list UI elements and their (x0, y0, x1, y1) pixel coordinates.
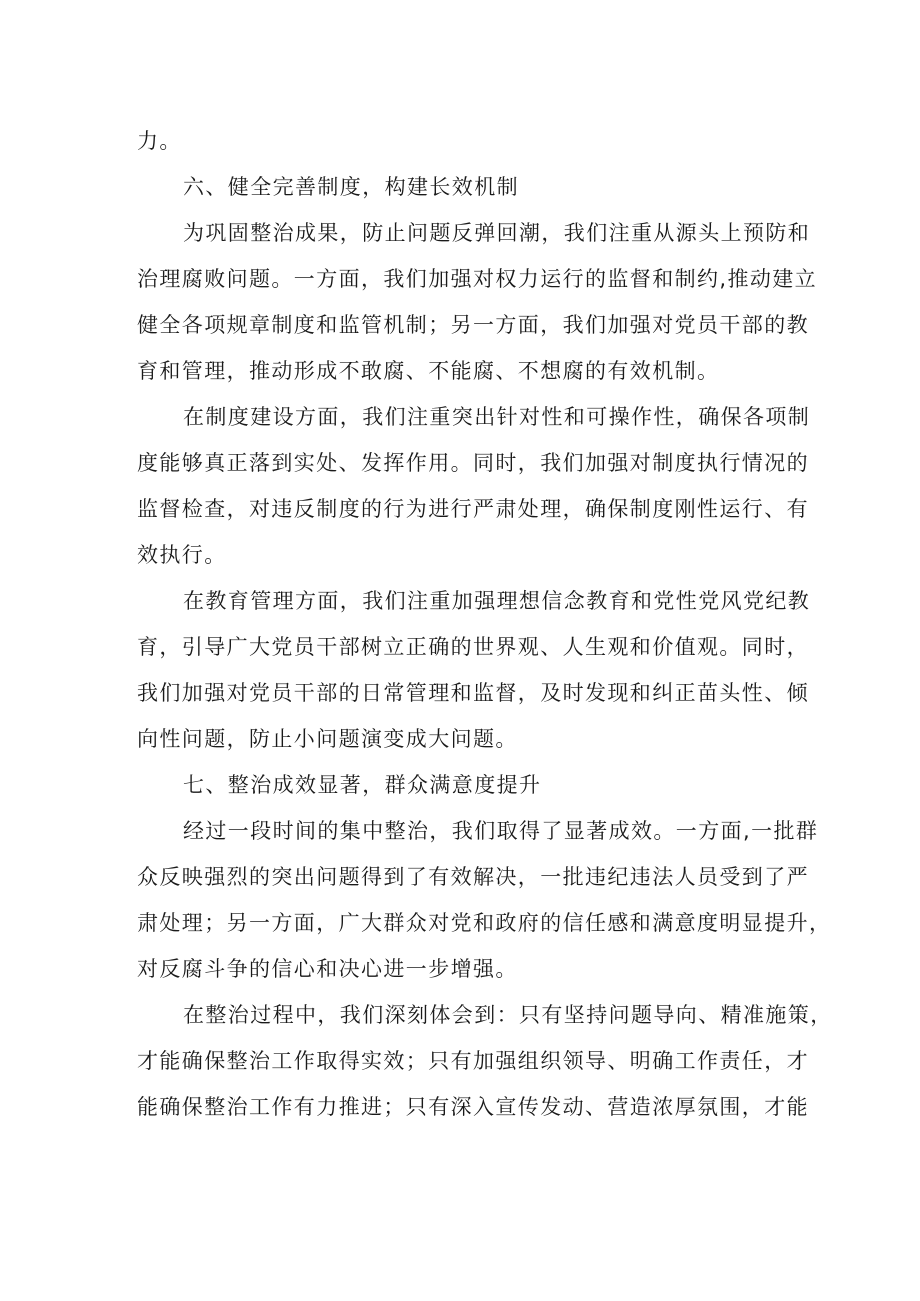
paragraph-line: 才能确保整治工作取得实效；只有加强组织领导、明确工作责任，才 (137, 1049, 809, 1073)
paragraph-line: 肃处理；另一方面，广大群众对党和政府的信任感和满意度明显提升， (137, 911, 832, 935)
paragraph-line: 效执行。 (137, 543, 227, 567)
paragraph-line: 育，引导广大党员干部树立正确的世界观、人生观和价值观。同时， (137, 635, 809, 659)
paragraph-line: 健全各项规章制度和监管机制；另一方面，我们加强对党员干部的教 (137, 313, 809, 337)
paragraph-line: 育和管理，推动形成不敢腐、不能腐、不想腐的有效机制。 (137, 359, 720, 383)
paragraph-line: 能确保整治工作有力推进；只有深入宣传发动、营造浓厚氛围，才能 (137, 1095, 809, 1119)
section-heading-6: 六、健全完善制度，构建长效机制 (183, 175, 519, 199)
paragraph-tail-line: 力。 (137, 129, 182, 153)
section-heading-7: 七、整治成效显著，群众满意度提升 (183, 773, 542, 797)
paragraph-line: 度能够真正落到实处、发挥作用。同时，我们加强对制度执行情况的 (137, 451, 809, 475)
paragraph-line: 治理腐败问题。一方面，我们加强对权力运行的监督和制约,推动建立 (137, 267, 818, 291)
paragraph-line: 在整治过程中，我们深刻体会到：只有坚持问题导向、精准施策， (183, 1003, 833, 1027)
paragraph-line: 向性问题，防止小问题演变成大问题。 (137, 727, 518, 751)
paragraph-line: 我们加强对党员干部的日常管理和监督，及时发现和纠正苗头性、倾 (137, 681, 809, 705)
paragraph-line: 在教育管理方面，我们注重加强理想信念教育和党性党风党纪教 (183, 589, 811, 613)
paragraph-line: 众反映强烈的突出问题得到了有效解决，一批违纪违法人员受到了严 (137, 865, 809, 889)
paragraph-line: 经过一段时间的集中整治，我们取得了显著成效。一方面,一批群 (183, 819, 819, 843)
paragraph-line: 为巩固整治成果，防止问题反弹回潮，我们注重从源头上预防和 (183, 221, 811, 245)
paragraph-line: 监督检查，对违反制度的行为进行严肃处理，确保制度刚性运行、有 (137, 497, 809, 521)
paragraph-line: 在制度建设方面，我们注重突出针对性和可操作性，确保各项制 (183, 405, 811, 429)
paragraph-line: 对反腐斗争的信心和决心进一步增强。 (137, 957, 518, 981)
